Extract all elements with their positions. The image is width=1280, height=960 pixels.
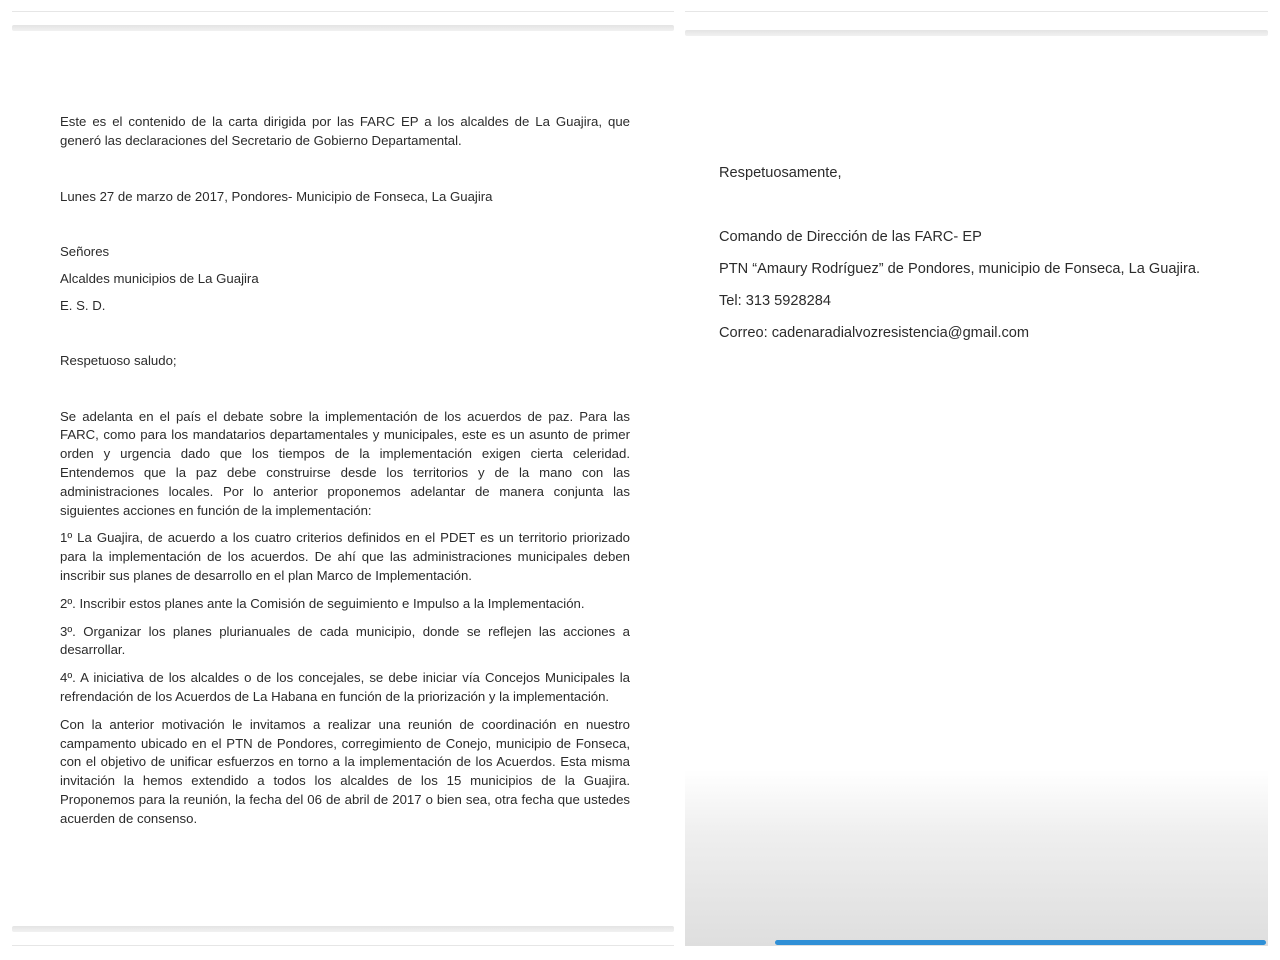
closing-paragraph: Con la anterior motivación le invitamos a realizar una reunión de coordinación en nuestro campamento ubicado en el PTN de Pondores, corregimiento de Conejo, municipio de Fonseca, con el objetivo de unificar esfuerzos en torno a la implementación de los Acuerdos. Esta misma invitación la hemos extendido a todos los alcaldes de los 15 municipios de la Guajira. Proponemos para la reunión, la fecha del 06 de abril de 2017 o bien sea, otra fecha que ustedes acuerden de consenso. [60, 716, 630, 826]
page-top-edge [12, 11, 674, 12]
intro-paragraph: Este es el contenido de la carta dirigida por las FARC EP a los alcaldes de La Guajira, que generó las declaraciones del Secretario de Gobierno Departamental. [60, 114, 630, 148]
progress-bar [775, 940, 1266, 945]
bottom-shading [685, 770, 1268, 947]
list-item-2: 2º. Inscribir estos planes ante la Comisión de seguimiento e Impulso a la Implementación. [60, 595, 585, 611]
right-page [685, 0, 1280, 960]
signer-location: PTN “Amaury Rodríguez” de Pondores, municipio de Fonseca, La Guajira. [719, 261, 1201, 277]
page-top-shadow [12, 25, 674, 31]
list-item-3: 3º. Organizar los planes plurianuales de cada municipio, donde se reflejen las acciones a desarrollar. [60, 623, 630, 658]
phone-line: Tel: 313 5928284 [719, 293, 831, 309]
date-line: Lunes 27 de marzo de 2017, Pondores- Municipio de Fonseca, La Guajira [60, 188, 493, 204]
page-top-shadow [685, 30, 1268, 36]
body-paragraph: Se adelanta en el país el debate sobre la implementación de los acuerdos de paz. Para las FARC, como para los mandatarios departamentales y municipales, este es un asunto de primer orden y urgencia dado que los tiempos de la implementación exigen cierta celeridad. Entendemos que la paz debe construirse desde los territorios y de la mano con las administraciones locales. Por lo anterior proponemos adelantar de manera conjunta las siguientes acciones en función de la implementación: [60, 408, 630, 518]
list-item-4: 4º. A iniciativa de los alcaldes o de los concejales, se debe iniciar vía Concejos Municipales la refrendación de los Acuerdos de La Habana en función de la priorización y la implementación. [60, 670, 630, 704]
page-top-edge [685, 11, 1268, 12]
bottom-strip [685, 946, 1268, 960]
email-line: Correo: cadenaradialvozresistencia@gmail.com [719, 325, 1030, 341]
recipient-line-2: Alcaldes municipios de La Guajira [60, 271, 259, 287]
recipient-line-3: E. S. D. [60, 297, 106, 313]
letter-body [60, 113, 630, 829]
page-bottom-shadow [12, 926, 674, 932]
list-item-1: 1º La Guajira, de acuerdo a los cuatro criterios definidos en el PDET es un territorio priorizado para la implementación de los acuerdos. De ahí que las administraciones municipales deben inscribir sus planes de desarrollo en el plan Marco de Implementación. [60, 530, 630, 583]
collage-divider [678, 0, 685, 960]
greeting: Respetuoso saludo; [60, 352, 177, 368]
recipient-line-1: Señores [60, 244, 110, 260]
page-bottom-edge [12, 945, 674, 946]
signature-block [719, 163, 1259, 343]
sign-off: Respetuosamente, [719, 165, 842, 181]
signer-name: Comando de Dirección de las FARC- EP [719, 229, 982, 245]
